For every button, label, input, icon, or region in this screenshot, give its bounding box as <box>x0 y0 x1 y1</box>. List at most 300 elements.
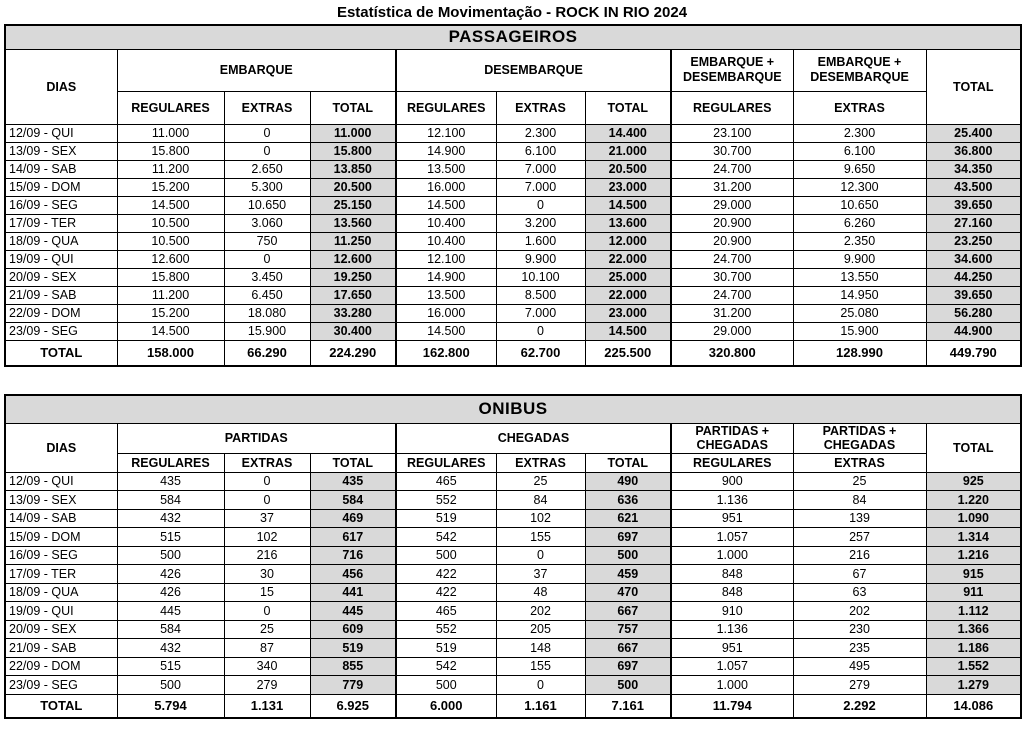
header-embarque: EMBARQUE <box>117 49 396 91</box>
extras-cell: 102 <box>496 509 585 528</box>
extras-cell: 216 <box>793 546 926 565</box>
subtotal-cell: 12.600 <box>310 250 396 268</box>
regulares-cell: 14.900 <box>396 268 496 286</box>
regulares-cell: 6.000 <box>396 694 496 718</box>
subtotal-cell: 21.000 <box>585 142 671 160</box>
subtotal-cell: 20.500 <box>310 178 396 196</box>
total-cell: 1.314 <box>926 528 1021 547</box>
total-cell: 449.790 <box>926 340 1021 366</box>
regulares-cell: 10.400 <box>396 214 496 232</box>
regulares-cell: 515 <box>117 528 224 547</box>
regulares-cell: 900 <box>671 472 793 491</box>
subtotal-cell: 14.500 <box>585 196 671 214</box>
extras-cell: 0 <box>496 322 585 340</box>
extras-cell: 6.450 <box>224 286 310 304</box>
regulares-cell: 11.794 <box>671 694 793 718</box>
header-extras: EXTRAS <box>496 453 585 472</box>
total-row <box>5 340 1021 366</box>
extras-cell: 18.080 <box>224 304 310 322</box>
extras-cell: 10.650 <box>224 196 310 214</box>
regulares-cell: 5.794 <box>117 694 224 718</box>
total-cell: 44.250 <box>926 268 1021 286</box>
extras-cell: 0 <box>224 491 310 510</box>
table-row <box>5 304 1021 322</box>
regulares-cell: 500 <box>117 546 224 565</box>
day-cell: 12/09 - QUI <box>5 124 117 142</box>
extras-cell: 62.700 <box>496 340 585 366</box>
header-subtotal: TOTAL <box>310 91 396 124</box>
day-cell: 12/09 - QUI <box>5 472 117 491</box>
total-cell: 39.650 <box>926 286 1021 304</box>
extras-cell: 3.450 <box>224 268 310 286</box>
regulares-cell: 1.000 <box>671 676 793 695</box>
regulares-cell: 11.000 <box>117 124 224 142</box>
regulares-cell: 848 <box>671 583 793 602</box>
subtotal-cell: 14.500 <box>585 322 671 340</box>
subtotal-cell: 855 <box>310 657 396 676</box>
extras-cell: 139 <box>793 509 926 528</box>
header-partidas-chegadas-regulares: PARTIDAS + CHEGADAS <box>671 423 793 453</box>
regulares-cell: 31.200 <box>671 304 793 322</box>
total-cell: 14.086 <box>926 694 1021 718</box>
total-cell: 36.800 <box>926 142 1021 160</box>
extras-cell: 128.990 <box>793 340 926 366</box>
subtotal-cell: 6.925 <box>310 694 396 718</box>
table-row <box>5 491 1021 510</box>
day-cell: 13/09 - SEX <box>5 142 117 160</box>
total-cell: 1.279 <box>926 676 1021 695</box>
header-embarque-desembarque-regulares: EMBARQUE + DESEMBARQUE <box>671 49 793 91</box>
subtotal-cell: 617 <box>310 528 396 547</box>
extras-cell: 0 <box>224 142 310 160</box>
day-cell: 18/09 - QUA <box>5 232 117 250</box>
header-dias: DIAS <box>5 49 117 124</box>
extras-cell: 2.300 <box>496 124 585 142</box>
subtotal-cell: 519 <box>310 639 396 658</box>
regulares-cell: 30.700 <box>671 142 793 160</box>
regulares-cell: 20.900 <box>671 232 793 250</box>
day-cell: 18/09 - QUA <box>5 583 117 602</box>
extras-cell: 7.000 <box>496 178 585 196</box>
regulares-cell: 584 <box>117 491 224 510</box>
total-cell: 1.552 <box>926 657 1021 676</box>
header-subtotal: TOTAL <box>310 453 396 472</box>
table-row <box>5 509 1021 528</box>
section-title: ONIBUS <box>5 395 1021 423</box>
extras-cell: 1.131 <box>224 694 310 718</box>
extras-cell: 3.060 <box>224 214 310 232</box>
regulares-cell: 11.200 <box>117 286 224 304</box>
regulares-cell: 11.200 <box>117 160 224 178</box>
extras-cell: 6.100 <box>496 142 585 160</box>
table-row <box>5 583 1021 602</box>
extras-cell: 25 <box>496 472 585 491</box>
table-row <box>5 232 1021 250</box>
regulares-cell: 435 <box>117 472 224 491</box>
extras-cell: 750 <box>224 232 310 250</box>
subtotal-cell: 14.400 <box>585 124 671 142</box>
table-row <box>5 472 1021 491</box>
total-cell: 44.900 <box>926 322 1021 340</box>
extras-cell: 67 <box>793 565 926 584</box>
regulares-cell: 10.500 <box>117 214 224 232</box>
regulares-cell: 24.700 <box>671 250 793 268</box>
regulares-cell: 500 <box>396 676 496 695</box>
extras-cell: 2.350 <box>793 232 926 250</box>
extras-cell: 15.900 <box>793 322 926 340</box>
subtotal-cell: 23.000 <box>585 304 671 322</box>
subtotal-cell: 33.280 <box>310 304 396 322</box>
extras-cell: 10.100 <box>496 268 585 286</box>
table-row <box>5 286 1021 304</box>
table-row <box>5 196 1021 214</box>
table-row <box>5 657 1021 676</box>
table-row <box>5 546 1021 565</box>
subtotal-cell: 25.150 <box>310 196 396 214</box>
extras-cell: 8.500 <box>496 286 585 304</box>
header-regulares: REGULARES <box>396 91 496 124</box>
regulares-cell: 426 <box>117 583 224 602</box>
header-regulares: REGULARES <box>671 91 793 124</box>
subtotal-cell: 441 <box>310 583 396 602</box>
total-cell: 34.350 <box>926 160 1021 178</box>
extras-cell: 63 <box>793 583 926 602</box>
extras-cell: 216 <box>224 546 310 565</box>
extras-cell: 155 <box>496 528 585 547</box>
header-partidas: PARTIDAS <box>117 423 396 453</box>
extras-cell: 84 <box>793 491 926 510</box>
regulares-cell: 162.800 <box>396 340 496 366</box>
day-cell: 14/09 - SAB <box>5 160 117 178</box>
regulares-cell: 432 <box>117 509 224 528</box>
regulares-cell: 23.100 <box>671 124 793 142</box>
total-cell: 1.220 <box>926 491 1021 510</box>
regulares-cell: 20.900 <box>671 214 793 232</box>
day-cell: 23/09 - SEG <box>5 676 117 695</box>
total-cell: 56.280 <box>926 304 1021 322</box>
regulares-cell: 552 <box>396 620 496 639</box>
table-row <box>5 322 1021 340</box>
regulares-cell: 426 <box>117 565 224 584</box>
extras-cell: 15.900 <box>224 322 310 340</box>
regulares-cell: 24.700 <box>671 160 793 178</box>
extras-cell: 9.650 <box>793 160 926 178</box>
extras-cell: 25.080 <box>793 304 926 322</box>
regulares-cell: 910 <box>671 602 793 621</box>
subtotal-cell: 667 <box>585 602 671 621</box>
extras-cell: 0 <box>496 676 585 695</box>
day-cell: 22/09 - DOM <box>5 304 117 322</box>
regulares-cell: 1.136 <box>671 491 793 510</box>
extras-cell: 0 <box>224 602 310 621</box>
extras-cell: 257 <box>793 528 926 547</box>
extras-cell: 235 <box>793 639 926 658</box>
subtotal-cell: 757 <box>585 620 671 639</box>
extras-cell: 2.300 <box>793 124 926 142</box>
extras-cell: 12.300 <box>793 178 926 196</box>
regulares-cell: 422 <box>396 583 496 602</box>
subtotal-cell: 17.650 <box>310 286 396 304</box>
subtotal-cell: 697 <box>585 657 671 676</box>
regulares-cell: 519 <box>396 509 496 528</box>
subtotal-cell: 13.600 <box>585 214 671 232</box>
subtotal-cell: 621 <box>585 509 671 528</box>
extras-cell: 6.100 <box>793 142 926 160</box>
total-cell: 1.090 <box>926 509 1021 528</box>
regulares-cell: 320.800 <box>671 340 793 366</box>
extras-cell: 15 <box>224 583 310 602</box>
extras-cell: 102 <box>224 528 310 547</box>
extras-cell: 13.550 <box>793 268 926 286</box>
day-cell: 23/09 - SEG <box>5 322 117 340</box>
regulares-cell: 31.200 <box>671 178 793 196</box>
subtotal-cell: 500 <box>585 546 671 565</box>
regulares-cell: 15.200 <box>117 304 224 322</box>
header-dias: DIAS <box>5 423 117 472</box>
extras-cell: 2.292 <box>793 694 926 718</box>
header-subtotal: TOTAL <box>585 91 671 124</box>
regulares-cell: 422 <box>396 565 496 584</box>
extras-cell: 37 <box>224 509 310 528</box>
extras-cell: 25 <box>793 472 926 491</box>
subtotal-cell: 779 <box>310 676 396 695</box>
extras-cell: 14.950 <box>793 286 926 304</box>
onibus-body <box>5 472 1021 718</box>
regulares-cell: 12.100 <box>396 124 496 142</box>
header-regulares: REGULARES <box>117 91 224 124</box>
extras-cell: 30 <box>224 565 310 584</box>
day-cell: 13/09 - SEX <box>5 491 117 510</box>
subtotal-cell: 7.161 <box>585 694 671 718</box>
extras-cell: 84 <box>496 491 585 510</box>
regulares-cell: 951 <box>671 509 793 528</box>
table-row <box>5 214 1021 232</box>
extras-cell: 1.161 <box>496 694 585 718</box>
table-row <box>5 178 1021 196</box>
header-desembarque: DESEMBARQUE <box>396 49 671 91</box>
subtotal-cell: 636 <box>585 491 671 510</box>
extras-cell: 0 <box>224 250 310 268</box>
regulares-cell: 30.700 <box>671 268 793 286</box>
day-cell: 20/09 - SEX <box>5 268 117 286</box>
table-row <box>5 250 1021 268</box>
extras-cell: 340 <box>224 657 310 676</box>
subtotal-cell: 19.250 <box>310 268 396 286</box>
day-cell: 15/09 - DOM <box>5 528 117 547</box>
header-total: TOTAL <box>926 49 1021 124</box>
regulares-cell: 552 <box>396 491 496 510</box>
extras-cell: 495 <box>793 657 926 676</box>
passageiros-body <box>5 124 1021 366</box>
page-title: Estatística de Movimentação - ROCK IN RIO 2024 <box>336 4 688 21</box>
day-cell: 14/09 - SAB <box>5 509 117 528</box>
extras-cell: 37 <box>496 565 585 584</box>
subtotal-cell: 609 <box>310 620 396 639</box>
header-extras: EXTRAS <box>224 91 310 124</box>
regulares-cell: 15.800 <box>117 268 224 286</box>
extras-cell: 48 <box>496 583 585 602</box>
extras-cell: 3.200 <box>496 214 585 232</box>
extras-cell: 5.300 <box>224 178 310 196</box>
total-cell: 27.160 <box>926 214 1021 232</box>
total-cell: 915 <box>926 565 1021 584</box>
regulares-cell: 29.000 <box>671 322 793 340</box>
extras-cell: 230 <box>793 620 926 639</box>
regulares-cell: 10.400 <box>396 232 496 250</box>
subtotal-cell: 20.500 <box>585 160 671 178</box>
total-cell: 925 <box>926 472 1021 491</box>
regulares-cell: 13.500 <box>396 160 496 178</box>
subtotal-cell: 697 <box>585 528 671 547</box>
table-row <box>5 142 1021 160</box>
extras-cell: 202 <box>496 602 585 621</box>
regulares-cell: 1.136 <box>671 620 793 639</box>
regulares-cell: 10.500 <box>117 232 224 250</box>
header-extras: EXTRAS <box>224 453 310 472</box>
onibus-table <box>4 394 1022 719</box>
day-cell: 15/09 - DOM <box>5 178 117 196</box>
extras-cell: 279 <box>224 676 310 695</box>
regulares-cell: 542 <box>396 528 496 547</box>
regulares-cell: 584 <box>117 620 224 639</box>
table-row <box>5 620 1021 639</box>
table-row <box>5 160 1021 178</box>
subtotal-cell: 435 <box>310 472 396 491</box>
regulares-cell: 848 <box>671 565 793 584</box>
header-embarque-desembarque-extras: EMBARQUE + DESEMBARQUE <box>793 49 926 91</box>
day-cell: 17/09 - TER <box>5 214 117 232</box>
header-extras: EXTRAS <box>793 91 926 124</box>
regulares-cell: 29.000 <box>671 196 793 214</box>
extras-cell: 6.260 <box>793 214 926 232</box>
subtotal-cell: 470 <box>585 583 671 602</box>
extras-cell: 9.900 <box>793 250 926 268</box>
extras-cell: 87 <box>224 639 310 658</box>
regulares-cell: 13.500 <box>396 286 496 304</box>
total-row <box>5 694 1021 718</box>
regulares-cell: 1.057 <box>671 657 793 676</box>
regulares-cell: 542 <box>396 657 496 676</box>
total-cell: 34.600 <box>926 250 1021 268</box>
regulares-cell: 15.200 <box>117 178 224 196</box>
regulares-cell: 500 <box>396 546 496 565</box>
regulares-cell: 445 <box>117 602 224 621</box>
subtotal-cell: 584 <box>310 491 396 510</box>
day-cell: 21/09 - SAB <box>5 639 117 658</box>
subtotal-cell: 459 <box>585 565 671 584</box>
header-regulares: REGULARES <box>671 453 793 472</box>
subtotal-cell: 500 <box>585 676 671 695</box>
regulares-cell: 15.800 <box>117 142 224 160</box>
extras-cell: 2.650 <box>224 160 310 178</box>
subtotal-cell: 22.000 <box>585 250 671 268</box>
regulares-cell: 16.000 <box>396 304 496 322</box>
total-cell: 1.366 <box>926 620 1021 639</box>
extras-cell: 0 <box>496 546 585 565</box>
section-title: PASSAGEIROS <box>5 25 1021 49</box>
total-cell: 23.250 <box>926 232 1021 250</box>
regulares-cell: 12.100 <box>396 250 496 268</box>
extras-cell: 279 <box>793 676 926 695</box>
subtotal-cell: 12.000 <box>585 232 671 250</box>
extras-cell: 205 <box>496 620 585 639</box>
subtotal-cell: 15.800 <box>310 142 396 160</box>
regulares-cell: 16.000 <box>396 178 496 196</box>
extras-cell: 10.650 <box>793 196 926 214</box>
day-cell: 19/09 - QUI <box>5 602 117 621</box>
table-row <box>5 268 1021 286</box>
subtotal-cell: 224.290 <box>310 340 396 366</box>
extras-cell: 0 <box>224 472 310 491</box>
total-label: TOTAL <box>5 340 117 366</box>
regulares-cell: 158.000 <box>117 340 224 366</box>
day-cell: 21/09 - SAB <box>5 286 117 304</box>
subtotal-cell: 13.850 <box>310 160 396 178</box>
header-chegadas: CHEGADAS <box>396 423 671 453</box>
table-row <box>5 639 1021 658</box>
subtotal-cell: 445 <box>310 602 396 621</box>
regulares-cell: 515 <box>117 657 224 676</box>
regulares-cell: 14.900 <box>396 142 496 160</box>
day-cell: 22/09 - DOM <box>5 657 117 676</box>
extras-cell: 148 <box>496 639 585 658</box>
passageiros-table <box>4 24 1022 367</box>
header-extras: EXTRAS <box>793 453 926 472</box>
subtotal-cell: 490 <box>585 472 671 491</box>
table-row <box>5 565 1021 584</box>
total-cell: 39.650 <box>926 196 1021 214</box>
extras-cell: 1.600 <box>496 232 585 250</box>
subtotal-cell: 469 <box>310 509 396 528</box>
regulares-cell: 14.500 <box>396 322 496 340</box>
regulares-cell: 432 <box>117 639 224 658</box>
table-row <box>5 602 1021 621</box>
extras-cell: 7.000 <box>496 304 585 322</box>
header-extras: EXTRAS <box>496 91 585 124</box>
subtotal-cell: 11.000 <box>310 124 396 142</box>
day-cell: 20/09 - SEX <box>5 620 117 639</box>
total-cell: 1.186 <box>926 639 1021 658</box>
regulares-cell: 1.000 <box>671 546 793 565</box>
subtotal-cell: 716 <box>310 546 396 565</box>
extras-cell: 9.900 <box>496 250 585 268</box>
header-regulares: REGULARES <box>117 453 224 472</box>
table-row <box>5 676 1021 695</box>
regulares-cell: 465 <box>396 602 496 621</box>
table-row <box>5 528 1021 547</box>
subtotal-cell: 225.500 <box>585 340 671 366</box>
extras-cell: 0 <box>496 196 585 214</box>
subtotal-cell: 30.400 <box>310 322 396 340</box>
extras-cell: 0 <box>224 124 310 142</box>
total-label: TOTAL <box>5 694 117 718</box>
total-cell: 1.216 <box>926 546 1021 565</box>
total-cell: 43.500 <box>926 178 1021 196</box>
regulares-cell: 14.500 <box>117 196 224 214</box>
day-cell: 17/09 - TER <box>5 565 117 584</box>
subtotal-cell: 22.000 <box>585 286 671 304</box>
regulares-cell: 500 <box>117 676 224 695</box>
header-partidas-chegadas-extras: PARTIDAS + CHEGADAS <box>793 423 926 453</box>
day-cell: 19/09 - QUI <box>5 250 117 268</box>
subtotal-cell: 23.000 <box>585 178 671 196</box>
subtotal-cell: 11.250 <box>310 232 396 250</box>
regulares-cell: 465 <box>396 472 496 491</box>
subtotal-cell: 25.000 <box>585 268 671 286</box>
subtotal-cell: 13.560 <box>310 214 396 232</box>
regulares-cell: 24.700 <box>671 286 793 304</box>
extras-cell: 155 <box>496 657 585 676</box>
